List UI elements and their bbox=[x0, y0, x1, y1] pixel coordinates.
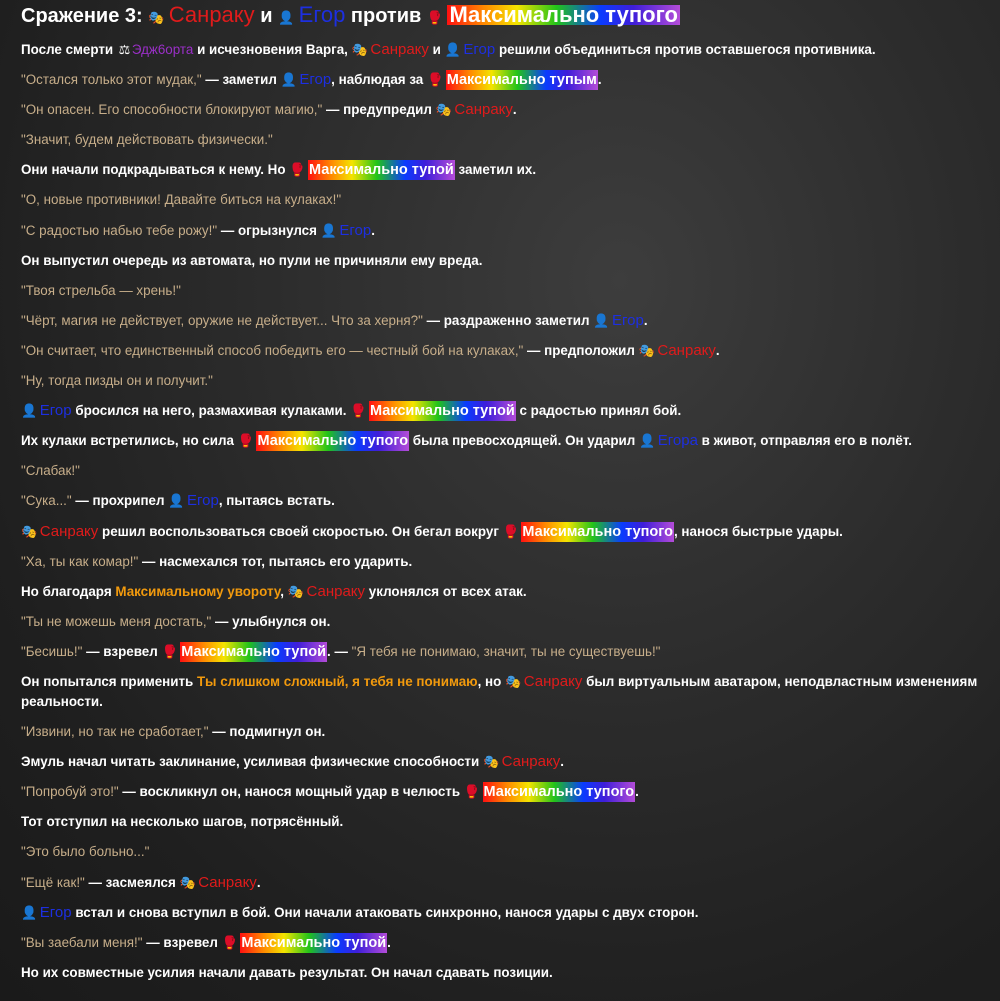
narration-text: была превосходящей. Он ударил bbox=[412, 433, 636, 449]
dialogue-text: "Извини, но так не сработает," bbox=[21, 724, 209, 740]
story-line-30 bbox=[21, 933, 986, 953]
dialogue-text: "Сука..." bbox=[21, 493, 72, 509]
dialogue-text: "Он считает, что единственный способ победить его — честный бой на кулаках," bbox=[21, 342, 524, 358]
story-line-21 bbox=[21, 642, 986, 662]
narration-text: встал и снова вступил в бой. Они начали атаковать синхронно, нанося удары с двух сторон. bbox=[75, 904, 699, 920]
dialogue-text: "Он опасен. Его способности блокируют магию," bbox=[21, 102, 323, 118]
person-icon: 👤 bbox=[320, 222, 337, 238]
boxing-glove-icon: 🥊 bbox=[426, 10, 444, 25]
character-sanraku: Санраку bbox=[523, 672, 583, 690]
character-sanraku: Санраку bbox=[168, 2, 255, 27]
character-egor: Егор bbox=[611, 311, 644, 329]
theater-masks-icon: 🎭 bbox=[435, 102, 452, 118]
story-line-6 bbox=[21, 190, 986, 210]
narration-text: . bbox=[635, 784, 639, 800]
dialogue-text: "Чёрт, магия не действует, оружие не действует... Что за херня?" bbox=[21, 312, 423, 328]
character-boss: Максимально тупой bbox=[241, 934, 387, 951]
story-line-3 bbox=[21, 100, 986, 120]
story-line-27 bbox=[21, 842, 986, 862]
character-boss: Максимально тупым bbox=[446, 72, 597, 89]
narration-text: уклонялся от всех атак. bbox=[368, 583, 527, 599]
narration-text: — взревел bbox=[86, 643, 158, 659]
dialogue-text: "О, новые противники! Давайте биться на кулаках!" bbox=[21, 192, 342, 208]
story-line-28 bbox=[21, 873, 986, 893]
story-line-20 bbox=[21, 612, 986, 632]
narration-text: . bbox=[371, 222, 375, 238]
narration-text: , нанося быстрые удары. bbox=[673, 523, 843, 539]
narration-text: с радостью принял бой. bbox=[519, 403, 682, 419]
narration-text: Он попытался применить bbox=[21, 673, 194, 689]
heading-and: и bbox=[260, 5, 273, 27]
narration-text: решил воспользоваться своей скоростью. Он бегал вокруг bbox=[102, 523, 499, 539]
narration-text: Их кулаки встретились, но сила bbox=[21, 433, 234, 449]
heading-prefix: Сражение 3: bbox=[21, 5, 143, 27]
character-boss: Максимально тупого bbox=[449, 2, 678, 27]
dialogue-text: "Я тебя не понимаю, значит, ты не существуешь!" bbox=[351, 643, 661, 659]
narration-text: и исчезновения Варга, bbox=[197, 42, 348, 57]
boxing-glove-icon: 🥊 bbox=[221, 934, 238, 950]
story-line-16 bbox=[21, 491, 986, 511]
theater-masks-icon: 🎭 bbox=[179, 874, 196, 890]
narration-text: . bbox=[560, 754, 564, 770]
person-icon: 👤 bbox=[639, 433, 656, 449]
narration-text: решили объединиться против оставшегося противника. bbox=[498, 42, 876, 57]
narration-text: . bbox=[597, 72, 602, 88]
story-line-12 bbox=[21, 371, 986, 391]
story-line-4 bbox=[21, 130, 986, 150]
narration-text: , наблюдая за bbox=[331, 72, 424, 88]
character-sanraku: Санраку bbox=[306, 582, 366, 600]
battle-story bbox=[21, 0, 986, 993]
story-line-25 bbox=[21, 782, 986, 802]
heading-versus: против bbox=[350, 5, 422, 27]
character-sanraku: Санраку bbox=[454, 101, 513, 119]
person-icon: 👤 bbox=[168, 493, 185, 509]
person-icon: 👤 bbox=[21, 403, 38, 419]
story-line-2 bbox=[21, 70, 986, 90]
narration-text: — прохрипел bbox=[75, 493, 165, 509]
story-line-1 bbox=[21, 40, 986, 60]
character-egor: Егор bbox=[298, 2, 346, 27]
narration-text: — насмехался тот, пытаясь его ударить. bbox=[142, 553, 413, 569]
character-sanraku: Санраку bbox=[198, 873, 257, 891]
person-icon: 👤 bbox=[280, 72, 297, 88]
narration-text: — подмигнул он. bbox=[212, 724, 326, 740]
story-line-31 bbox=[21, 963, 986, 983]
boxing-glove-icon: 🥊 bbox=[161, 643, 178, 659]
boxing-glove-icon: 🥊 bbox=[502, 523, 519, 539]
dialogue-text: "Значит, будем действовать физически." bbox=[21, 132, 273, 148]
character-edward: Эдж6орта bbox=[131, 42, 194, 57]
narration-text: — предположил bbox=[527, 342, 635, 358]
boxing-glove-icon: 🥊 bbox=[463, 784, 480, 800]
story-line-17 bbox=[21, 522, 986, 542]
story-line-15 bbox=[21, 461, 986, 481]
boxing-glove-icon: 🥊 bbox=[289, 162, 306, 178]
narration-text: — заметил bbox=[205, 72, 277, 88]
character-boss: Максимально тупой bbox=[181, 643, 326, 660]
story-line-18 bbox=[21, 552, 986, 572]
story-line-24 bbox=[21, 752, 986, 772]
dialogue-text: "Вы заебали меня!" bbox=[21, 934, 143, 950]
narration-text: был виртуальным аватаром, неподвластным изменениям реальности. bbox=[21, 673, 978, 709]
story-line-8 bbox=[21, 251, 986, 271]
narration-text: Они начали подкрадываться к нему. Но bbox=[21, 162, 286, 178]
dialogue-text: "Ха, ты как комар!" bbox=[21, 553, 139, 569]
narration-text: в живот, отправляя его в полёт. bbox=[701, 433, 912, 449]
theater-masks-icon: 🎭 bbox=[351, 42, 368, 57]
story-line-26 bbox=[21, 812, 986, 832]
character-egor: Егор bbox=[39, 903, 72, 921]
narration-text: Но благодаря bbox=[21, 583, 112, 599]
dialogue-text: "Слабак!" bbox=[21, 463, 80, 479]
narration-text: — взревел bbox=[146, 934, 218, 950]
dialogue-text: "Бесишь!" bbox=[21, 643, 83, 659]
narration-text: — воскликнул он, нанося мощный удар в челюсть bbox=[122, 784, 461, 800]
dialogue-text: "Ну, тогда пизды он и получит." bbox=[21, 373, 213, 389]
story-line-13 bbox=[21, 401, 986, 421]
story-line-22 bbox=[21, 672, 986, 712]
person-icon: 👤 bbox=[593, 312, 610, 328]
character-egor: Егор bbox=[39, 402, 72, 420]
character-egor: Егор bbox=[463, 41, 496, 58]
narration-text: Но их совместные усилия начали давать результат. Он начал сдавать позиции. bbox=[21, 964, 553, 980]
narration-text: После смерти bbox=[21, 42, 114, 57]
narration-text: . bbox=[256, 874, 261, 890]
story-line-11 bbox=[21, 341, 986, 361]
story-line-29 bbox=[21, 903, 986, 923]
narration-text: . bbox=[715, 342, 720, 358]
narration-text: Тот отступил на несколько шагов, потрясённый. bbox=[21, 814, 344, 830]
ability-too-complex: Ты слишком сложный, я тебя не понимаю bbox=[197, 673, 478, 689]
narration-text: Эмуль начал читать заклинание, усиливая физические способности bbox=[21, 754, 480, 770]
character-sanraku: Санраку bbox=[370, 41, 429, 58]
narration-text: Он выпустил очередь из автомата, но пули не причиняли ему вреда. bbox=[21, 252, 483, 268]
dialogue-text: "Это было больно..." bbox=[21, 844, 150, 860]
narration-text: — засмеялся bbox=[88, 874, 176, 890]
person-icon: 👤 bbox=[278, 10, 295, 25]
narration-text: — предупредил bbox=[326, 102, 432, 118]
dialogue-text: "Ты не можешь меня достать," bbox=[21, 613, 212, 629]
boxing-glove-icon: 🥊 bbox=[350, 403, 367, 419]
character-egor: Егора bbox=[657, 432, 698, 450]
character-boss: Максимально тупого bbox=[257, 433, 409, 450]
dialogue-text: "Попробуй это!" bbox=[21, 784, 119, 800]
narration-text: . bbox=[643, 312, 648, 328]
theater-masks-icon: 🎭 bbox=[148, 10, 165, 25]
boxing-glove-icon: 🥊 bbox=[427, 72, 444, 88]
narration-text: . bbox=[512, 102, 517, 118]
theater-masks-icon: 🎭 bbox=[482, 754, 500, 770]
character-egor: Егор bbox=[186, 492, 219, 510]
theater-masks-icon: 🎭 bbox=[21, 523, 38, 539]
theater-masks-icon: 🎭 bbox=[505, 673, 522, 689]
character-egor: Егор bbox=[339, 221, 372, 239]
battle-heading bbox=[21, 0, 986, 33]
ability-dodge: Максимальному увороту bbox=[115, 583, 281, 599]
character-boss: Максимально тупого bbox=[522, 523, 673, 540]
character-sanraku: Санраку bbox=[39, 522, 99, 540]
character-sanraku: Санраку bbox=[657, 341, 716, 359]
narration-text: — огрызнулся bbox=[220, 222, 317, 238]
dialogue-text: "Твоя стрельба — хрень!" bbox=[21, 282, 181, 298]
narration-text: . bbox=[387, 934, 391, 950]
narration-text: , пытаясь встать. bbox=[218, 493, 335, 509]
dialogue-text: "С радостью набью тебе рожу!" bbox=[21, 222, 218, 238]
narration-text: бросился на него, размахивая кулаками. bbox=[75, 403, 347, 419]
story-line-14 bbox=[21, 431, 986, 451]
dialogue-text: "Ещё как!" bbox=[21, 874, 85, 890]
character-boss: Максимально тупой bbox=[369, 403, 515, 420]
story-line-23 bbox=[21, 722, 986, 742]
narration-text: , bbox=[280, 583, 285, 599]
narration-text: . — bbox=[327, 643, 348, 659]
person-icon: 👤 bbox=[444, 42, 461, 57]
narration-text: и bbox=[432, 42, 441, 57]
character-sanraku: Санраку bbox=[501, 753, 561, 771]
story-line-10 bbox=[21, 311, 986, 331]
boxing-glove-icon: 🥊 bbox=[237, 433, 254, 449]
narration-text: , но bbox=[477, 673, 502, 689]
theater-masks-icon: 🎭 bbox=[638, 342, 655, 358]
narration-text: заметил их. bbox=[458, 162, 537, 178]
story-line-9 bbox=[21, 281, 986, 301]
story-line-19 bbox=[21, 582, 986, 602]
story-line-7 bbox=[21, 221, 986, 241]
narration-text: — улыбнулся он. bbox=[215, 613, 331, 629]
scales-icon: ⚖ bbox=[118, 42, 131, 57]
character-boss: Максимально тупой bbox=[309, 162, 454, 179]
character-egor: Егор bbox=[299, 71, 332, 89]
person-icon: 👤 bbox=[21, 904, 38, 920]
character-boss: Максимально тупого bbox=[483, 784, 635, 801]
narration-text: — раздраженно заметил bbox=[426, 312, 590, 328]
theater-masks-icon: 🎭 bbox=[287, 583, 304, 599]
dialogue-text: "Остался только этот мудак," bbox=[21, 72, 202, 88]
story-line-5 bbox=[21, 160, 986, 180]
